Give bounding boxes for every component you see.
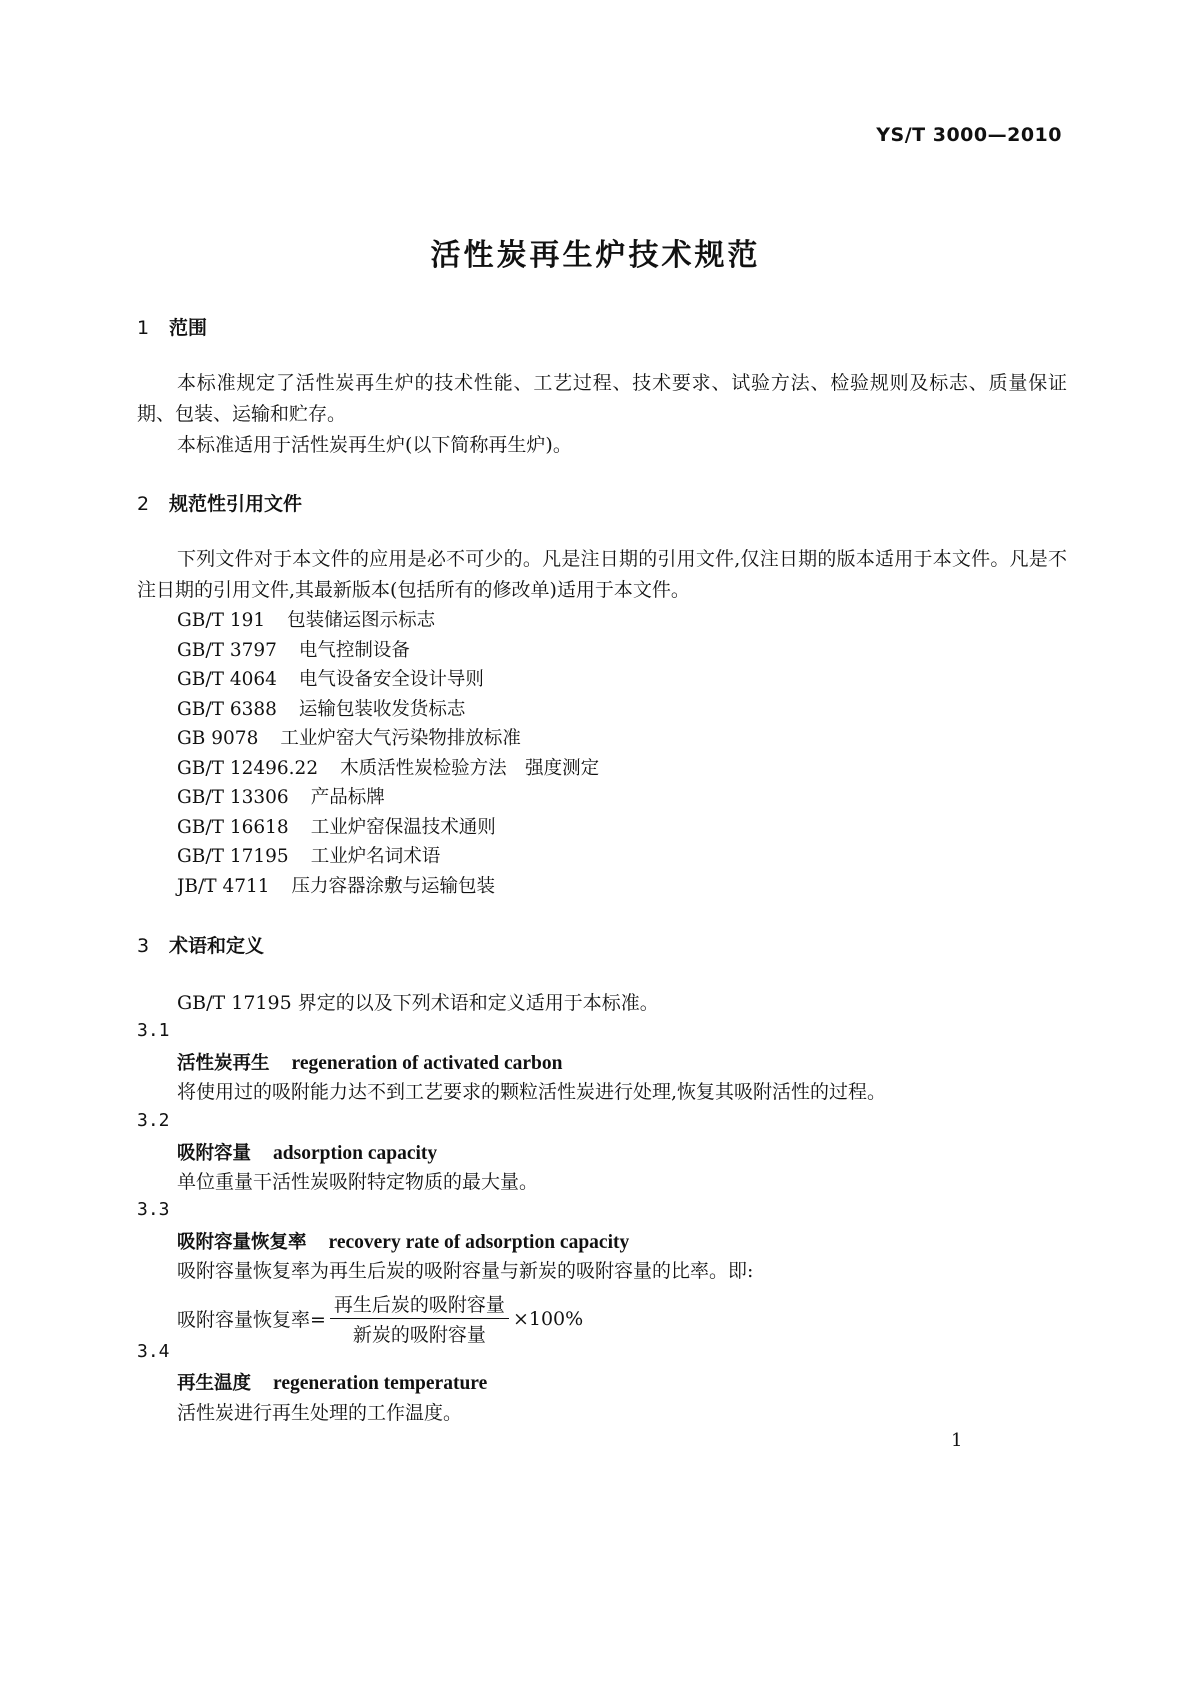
formula-rhs: ×100% (512, 1307, 584, 1330)
reference-name: 运输包装收发货标志 (298, 699, 466, 720)
formula-denominator: 新炭的吸附容量 (352, 1324, 486, 1346)
term-chinese: 吸附容量恢复率 (177, 1232, 307, 1253)
reference-item (177, 636, 410, 662)
reference-code: GB 9078 (177, 728, 259, 749)
term-definition: 吸附容量恢复率为再生后炭的吸附容量与新炭的吸附容量的比率。即: (177, 1260, 754, 1282)
document-title: 活性炭再生炉技术规范 (430, 238, 761, 273)
reference-code: GB/T 4064 (177, 669, 277, 690)
reference-code: GB/T 13306 (177, 787, 289, 808)
reference-item (177, 754, 599, 780)
section-number: 1 (137, 317, 150, 339)
section-2-paragraph-1: 下列文件对于本文件的应用是必不可少的。凡是注日期的引用文件,仅注日期的版本适用于本文件。凡是不注日期的引用文件,其最新版本(包括所有的修改单)适用于本文件。 (137, 548, 1067, 601)
reference-code: JB/T 4711 (177, 876, 270, 897)
section-3-intro: GB/T 17195 界定的以及下列术语和定义适用于本标准。 (177, 992, 659, 1014)
term-number: 3.3 (137, 1199, 170, 1220)
reference-name: 压力容器涂敷与运输包装 (291, 876, 496, 897)
section-title: 术语和定义 (169, 935, 265, 957)
section-title: 范围 (169, 317, 208, 339)
formula-numerator: 再生后炭的吸附容量 (330, 1290, 509, 1319)
reference-code: GB/T 6388 (177, 699, 277, 720)
section-1-paragraph-2: 本标准适用于活性炭再生炉(以下简称再生炉)。 (177, 434, 572, 456)
reference-item (177, 665, 484, 691)
formula-lhs: 吸附容量恢复率= (177, 1309, 326, 1331)
reference-name: 产品标牌 (310, 787, 385, 808)
term-number: 3.2 (137, 1110, 170, 1131)
term-chinese: 活性炭再生 (177, 1053, 270, 1074)
reference-code: GB/T 3797 (177, 640, 277, 661)
term-heading (177, 1139, 437, 1165)
term-chinese: 再生温度 (177, 1373, 252, 1394)
formula-fraction (330, 1290, 509, 1347)
reference-code: GB/T 17195 (177, 846, 289, 867)
term-english: recovery rate of adsorption capacity (328, 1232, 630, 1253)
section-title: 规范性引用文件 (169, 493, 303, 515)
section-1-paragraph-1: 本标准规定了活性炭再生炉的技术性能、工艺过程、技术要求、试验方法、检验规则及标志、质量保证期、包装、运输和贮存。 (137, 372, 1067, 425)
reference-item (177, 783, 385, 809)
term-heading (177, 1228, 629, 1254)
reference-name: 工业炉窑大气污染物排放标准 (280, 728, 521, 749)
term-heading (177, 1049, 562, 1075)
term-english: regeneration of activated carbon (291, 1053, 563, 1074)
reference-item (177, 842, 440, 868)
recovery-rate-formula (177, 1290, 583, 1347)
term-english: regeneration temperature (273, 1373, 488, 1394)
section-2-heading (137, 489, 302, 516)
reference-name: 工业炉名词术语 (310, 846, 441, 867)
term-definition: 将使用过的吸附能力达不到工艺要求的颗粒活性炭进行处理,恢复其吸附活性的过程。 (177, 1081, 887, 1103)
term-chinese: 吸附容量 (177, 1143, 252, 1164)
term-number: 3.1 (137, 1020, 170, 1041)
section-1-heading (137, 313, 207, 340)
term-number: 3.4 (137, 1341, 170, 1362)
section-number: 3 (137, 935, 150, 957)
reference-code: GB/T 191 (177, 610, 266, 631)
reference-item (177, 606, 435, 632)
term-definition: 单位重量干活性炭吸附特定物质的最大量。 (177, 1171, 539, 1193)
page-number: 1 (951, 1430, 963, 1451)
term-heading (177, 1369, 487, 1395)
term-english: adsorption capacity (273, 1143, 438, 1164)
reference-item (177, 872, 495, 898)
reference-item (177, 724, 521, 750)
section-3-heading (137, 931, 264, 958)
reference-code: GB/T 16618 (177, 817, 289, 838)
reference-name: 木质活性炭检验方法 强度测定 (340, 758, 600, 779)
section-number: 2 (137, 493, 150, 515)
reference-name: 电气控制设备 (298, 640, 410, 661)
reference-name: 工业炉窑保温技术通则 (310, 817, 496, 838)
standard-number: YS/T 3000—2010 (876, 124, 1062, 146)
term-definition: 活性炭进行再生处理的工作温度。 (177, 1402, 463, 1424)
reference-name: 电气设备安全设计导则 (298, 669, 484, 690)
reference-item (177, 695, 465, 721)
reference-item (177, 813, 496, 839)
reference-code: GB/T 12496.22 (177, 758, 319, 779)
reference-name: 包装储运图示标志 (287, 610, 436, 631)
